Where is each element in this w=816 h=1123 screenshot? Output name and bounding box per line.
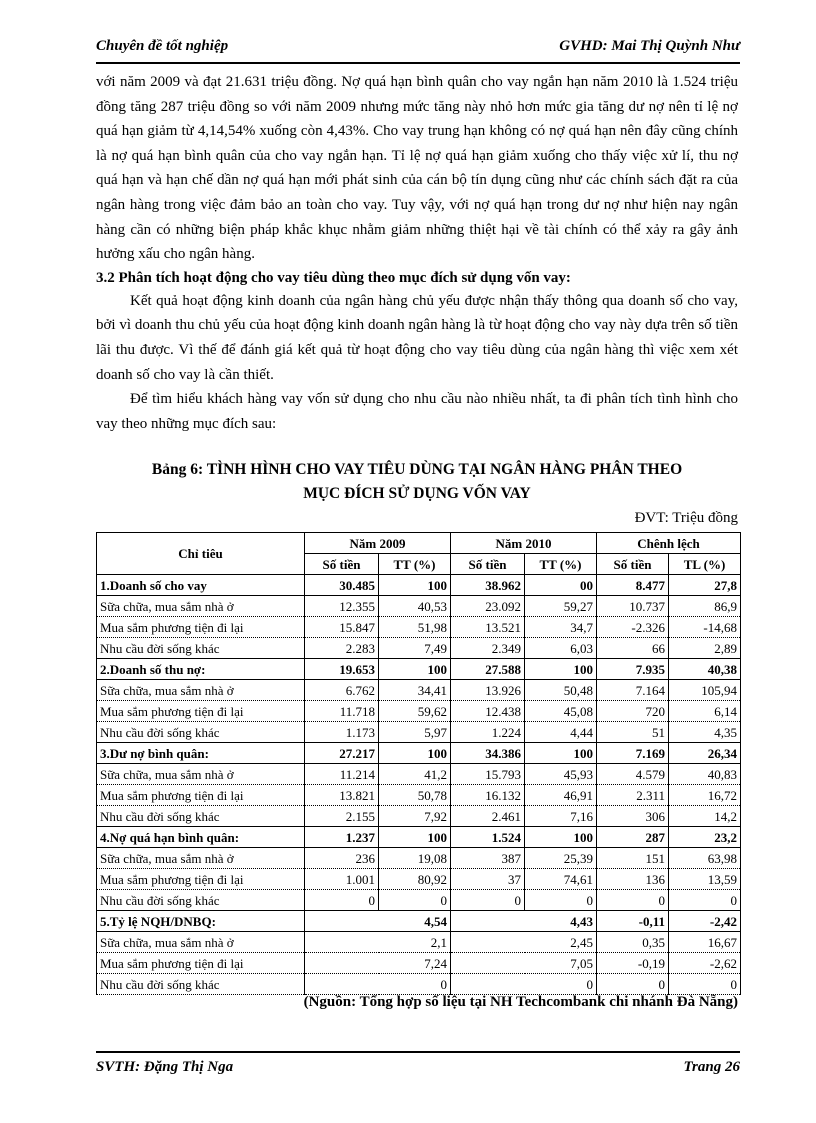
footer-page-number: Trang 26	[683, 1059, 740, 1075]
row-value: 7,16	[525, 806, 597, 827]
table-title-line-2: MỤC ĐÍCH SỬ DỤNG VỐN VAY	[303, 485, 531, 502]
row-value: 30.485	[305, 575, 379, 596]
header-share-2010: TT (%)	[525, 554, 597, 575]
ratio-rate: -2,62	[669, 953, 741, 974]
row-value: 74,61	[525, 869, 597, 890]
table-title-line-1: Bảng 6: TÌNH HÌNH CHO VAY TIÊU DÙNG TẠI NGÂN HÀNG PHÂN THEO	[151, 461, 683, 478]
row-label: Sữa chữa, mua sắm nhà ở	[97, 848, 305, 869]
row-label: Nhu cầu đời sống khác	[97, 806, 305, 827]
row-value: 19,08	[379, 848, 451, 869]
row-value: 51,98	[379, 617, 451, 638]
row-value: 1.237	[305, 827, 379, 848]
row-value: 7,92	[379, 806, 451, 827]
row-value: 25,39	[525, 848, 597, 869]
ratio-2009: 0	[305, 974, 451, 995]
row-value: 26,34	[669, 743, 741, 764]
table-row	[97, 638, 741, 659]
row-value: 0	[669, 890, 741, 911]
row-value: 10.737	[597, 596, 669, 617]
ratio-rate: 16,67	[669, 932, 741, 953]
row-value: 287	[597, 827, 669, 848]
page-footer	[96, 1051, 740, 1083]
row-value: 2,89	[669, 638, 741, 659]
row-value: 6.762	[305, 680, 379, 701]
table-row	[97, 890, 741, 911]
row-label: 3.Dư nợ bình quân:	[97, 743, 305, 764]
row-label: 5.Tỷ lệ NQH/DNBQ:	[97, 911, 305, 932]
table-row	[97, 659, 741, 680]
row-value: 41,2	[379, 764, 451, 785]
row-value: 50,78	[379, 785, 451, 806]
row-label: Mua sắm phương tiện đi lại	[97, 785, 305, 806]
header-amount-2010: Số tiền	[451, 554, 525, 575]
row-value: 7.164	[597, 680, 669, 701]
row-value: 100	[525, 659, 597, 680]
row-value: 720	[597, 701, 669, 722]
row-value: 59,62	[379, 701, 451, 722]
paragraph-3: Để tìm hiểu khách hàng vay vốn sử dụng cho nhu cầu nào nhiều nhất, ta đi phân tích tình hình cho vay theo những mục đích sau:	[96, 391, 738, 432]
ratio-row	[97, 953, 741, 974]
row-value: 100	[525, 743, 597, 764]
row-value: 40,53	[379, 596, 451, 617]
ratio-2010: 7,05	[451, 953, 597, 974]
ratio-row	[97, 932, 741, 953]
table-row	[97, 743, 741, 764]
row-value: -14,68	[669, 617, 741, 638]
ratio-rate: -2,42	[669, 911, 741, 932]
row-label: Mua sắm phương tiện đi lại	[97, 869, 305, 890]
row-value: 236	[305, 848, 379, 869]
ratio-2010: 2,45	[451, 932, 597, 953]
row-label: Sữa chữa, mua sắm nhà ở	[97, 764, 305, 785]
row-value: 12.355	[305, 596, 379, 617]
row-value: 40,38	[669, 659, 741, 680]
row-value: 16,72	[669, 785, 741, 806]
row-value: 13.926	[451, 680, 525, 701]
table-row	[97, 848, 741, 869]
row-value: 80,92	[379, 869, 451, 890]
row-value: 40,83	[669, 764, 741, 785]
row-value: 15.847	[305, 617, 379, 638]
table-row	[97, 806, 741, 827]
row-value: 50,48	[525, 680, 597, 701]
row-value: 7,49	[379, 638, 451, 659]
table-body	[97, 575, 741, 995]
row-label: Nhu cầu đời sống khác	[97, 974, 305, 995]
ratio-2010: 4,43	[451, 911, 597, 932]
section-heading: 3.2 Phân tích hoạt động cho vay tiêu dùng theo mục đích sử dụng vốn vay:	[96, 269, 571, 286]
ratio-2009: 2,1	[305, 932, 451, 953]
table-row	[97, 827, 741, 848]
table-row	[97, 785, 741, 806]
row-value: 100	[379, 743, 451, 764]
row-value: 5,97	[379, 722, 451, 743]
row-value: 11.718	[305, 701, 379, 722]
row-label: Sữa chữa, mua sắm nhà ở	[97, 680, 305, 701]
row-value: 2.155	[305, 806, 379, 827]
table-row	[97, 764, 741, 785]
table-row	[97, 701, 741, 722]
header-amount-diff: Số tiền	[597, 554, 669, 575]
row-value: 151	[597, 848, 669, 869]
row-value: 0	[597, 890, 669, 911]
row-value: 16.132	[451, 785, 525, 806]
body-text	[96, 70, 738, 436]
row-value: 59,27	[525, 596, 597, 617]
row-value: 0	[305, 890, 379, 911]
row-value: 13.521	[451, 617, 525, 638]
table-row	[97, 617, 741, 638]
row-value: 7.169	[597, 743, 669, 764]
loan-purpose-table	[96, 532, 741, 995]
ratio-row	[97, 911, 741, 932]
table-row	[97, 596, 741, 617]
row-value: 15.793	[451, 764, 525, 785]
row-value: 13.821	[305, 785, 379, 806]
row-value: 45,93	[525, 764, 597, 785]
ratio-diff: 0,35	[597, 932, 669, 953]
table-unit: ĐVT: Triệu đồng	[634, 510, 738, 526]
row-value: 11.214	[305, 764, 379, 785]
table-row	[97, 869, 741, 890]
row-label: 1.Doanh số cho vay	[97, 575, 305, 596]
row-value: 34,41	[379, 680, 451, 701]
row-label: Mua sắm phương tiện đi lại	[97, 617, 305, 638]
row-value: 0	[379, 890, 451, 911]
header-rate-diff: TL (%)	[669, 554, 741, 575]
row-value: 8.477	[597, 575, 669, 596]
row-value: 2.349	[451, 638, 525, 659]
ratio-rate: 0	[669, 974, 741, 995]
row-value: 136	[597, 869, 669, 890]
row-value: 4,35	[669, 722, 741, 743]
ratio-2010: 0	[451, 974, 597, 995]
row-value: 27,8	[669, 575, 741, 596]
row-value: 2.283	[305, 638, 379, 659]
row-value: 105,94	[669, 680, 741, 701]
row-label: Sữa chữa, mua sắm nhà ở	[97, 596, 305, 617]
paragraph-2: Kết quả hoạt động kinh doanh của ngân hàng chủ yếu được nhận thấy thông qua doanh số cho vay, bởi vì doanh thu chủ yếu của hoạt động kinh doanh ngân hàng là từ hoạt động cho vay này dựa trên số tiền lãi thu được. Vì thế để đánh giá kết quả từ hoạt động cho vay tiêu dùng của ngân hàng thì việc xem xét doanh số cho vay là cần thiết.	[96, 292, 738, 383]
page-header	[96, 36, 740, 64]
header-advisor: GVHD: Mai Thị Quỳnh Như	[559, 38, 740, 54]
row-value: 1.224	[451, 722, 525, 743]
header-year-2009: Năm 2009	[305, 533, 451, 554]
row-value: 86,9	[669, 596, 741, 617]
row-value: 1.001	[305, 869, 379, 890]
table-title	[96, 458, 738, 506]
row-value: 100	[379, 659, 451, 680]
row-label: Sữa chữa, mua sắm nhà ở	[97, 932, 305, 953]
row-value: 306	[597, 806, 669, 827]
row-value: 4.579	[597, 764, 669, 785]
row-value: 1.173	[305, 722, 379, 743]
row-value: 14,2	[669, 806, 741, 827]
table-header-row-1	[97, 533, 741, 554]
header-share-2009: TT (%)	[379, 554, 451, 575]
row-value: -2.326	[597, 617, 669, 638]
table-row	[97, 680, 741, 701]
row-label: Mua sắm phương tiện đi lại	[97, 953, 305, 974]
row-value: 66	[597, 638, 669, 659]
row-value: 4,44	[525, 722, 597, 743]
ratio-2009: 7,24	[305, 953, 451, 974]
row-value: 0	[451, 890, 525, 911]
table-row	[97, 722, 741, 743]
table-row	[97, 575, 741, 596]
table-source: (Nguồn: Tổng hợp số liệu tại NH Techcombank chi nhánh Đà Nẵng)	[303, 994, 738, 1010]
row-value: 1.524	[451, 827, 525, 848]
header-chi-tieu: Chỉ tiêu	[97, 533, 305, 575]
row-value: 34.386	[451, 743, 525, 764]
paragraph-1: với năm 2009 và đạt 21.631 triệu đồng. Nợ quá hạn bình quân cho vay ngắn hạn năm 2010 là 1.524 triệu đồng tăng 287 triệu đồng so với năm 2009 nhưng mức tăng này nhỏ hơn mức gia tăng dư nợ nên tỉ lệ nợ quá hạn giảm từ 4,14,54% xuống còn 4,43%. Cho vay trung hạn không có nợ quá hạn nên đây cũng chính là nợ quá hạn bình quân của cho vay ngắn hạn. Tỉ lệ nợ quá hạn giảm xuống cho thấy việc xử lí, thu nợ quá hạn và hạn chế dần nợ quá hạn mới phát sinh của cán bộ tín dụng cũng như các chính sách đặt ra của ngân hàng trong việc đảm bảo an toàn cho vay. Tuy vậy, với nợ quá hạn trong dư nợ như hiện nay ngân hàng cần có những biện pháp khắc khục nhằm giảm những thiệt hại về tài chính có thể xảy ra gây ảnh hưởng xấu cho ngân hàng.	[96, 74, 738, 263]
row-label: Nhu cầu đời sống khác	[97, 722, 305, 743]
row-value: 46,91	[525, 785, 597, 806]
row-value: 19.653	[305, 659, 379, 680]
row-value: 100	[525, 827, 597, 848]
row-label: 4.Nợ quá hạn bình quân:	[97, 827, 305, 848]
row-value: 0	[525, 890, 597, 911]
row-value: 100	[379, 575, 451, 596]
header-document-type: Chuyên đề tốt nghiệp	[96, 38, 229, 54]
row-value: 63,98	[669, 848, 741, 869]
row-value: 13,59	[669, 869, 741, 890]
row-value: 27.217	[305, 743, 379, 764]
row-value: 37	[451, 869, 525, 890]
row-label: Nhu cầu đời sống khác	[97, 638, 305, 659]
row-value: 23.092	[451, 596, 525, 617]
row-value: 7.935	[597, 659, 669, 680]
header-amount-2009: Số tiền	[305, 554, 379, 575]
row-value: 27.588	[451, 659, 525, 680]
row-value: 51	[597, 722, 669, 743]
row-value: 100	[379, 827, 451, 848]
header-difference: Chênh lệch	[597, 533, 741, 554]
row-label: Mua sắm phương tiện đi lại	[97, 701, 305, 722]
row-label: 2.Doanh số thu nợ:	[97, 659, 305, 680]
row-value: 00	[525, 575, 597, 596]
row-value: 38.962	[451, 575, 525, 596]
row-value: 12.438	[451, 701, 525, 722]
row-value: 6,03	[525, 638, 597, 659]
row-value: 2.311	[597, 785, 669, 806]
row-value: 6,14	[669, 701, 741, 722]
header-year-2010: Năm 2010	[451, 533, 597, 554]
footer-student: SVTH: Đặng Thị Nga	[96, 1059, 234, 1075]
row-value: 34,7	[525, 617, 597, 638]
row-value: 387	[451, 848, 525, 869]
row-label: Nhu cầu đời sống khác	[97, 890, 305, 911]
ratio-diff: 0	[597, 974, 669, 995]
row-value: 45,08	[525, 701, 597, 722]
row-value: 23,2	[669, 827, 741, 848]
ratio-diff: -0,11	[597, 911, 669, 932]
row-value: 2.461	[451, 806, 525, 827]
ratio-2009: 4,54	[305, 911, 451, 932]
ratio-diff: -0,19	[597, 953, 669, 974]
ratio-row	[97, 974, 741, 995]
